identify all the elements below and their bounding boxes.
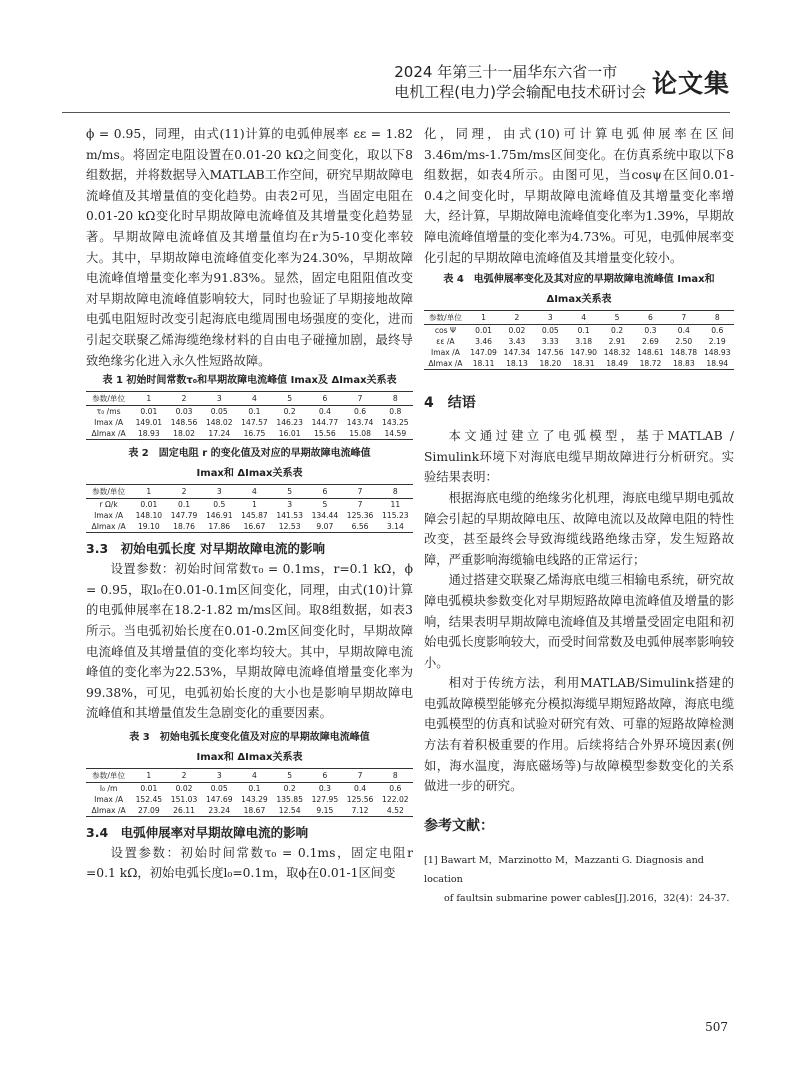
table-cell: 18.67 [237, 805, 272, 817]
table-header-row [86, 485, 413, 499]
paragraph: 根据海底电缆的绝缘劣化机理，海底电缆早期电弧故障会引起的早期故障电压、故障电流以及故障电阻的特性改变，甚至最终会导致海缆线路绝缘击穿，发生短路故障，严重影响海缆输电线路的正常运行； [424, 490, 734, 567]
table-row [86, 782, 413, 794]
table-cell: εε /A [436, 337, 455, 347]
table-cell: 2.19 [708, 337, 726, 347]
table-cell: ΔImax /A [86, 428, 131, 440]
right-column [424, 124, 734, 908]
table-cell: 0.05 [210, 783, 228, 793]
running-header [394, 62, 730, 102]
table-cell: 3.43 [508, 337, 526, 347]
table-row [86, 510, 413, 521]
table-header-cell: 3 [202, 768, 237, 782]
table-cell: 0.6 [354, 407, 367, 417]
table-cell: Imax /A [94, 511, 124, 521]
table-cell: 11 [390, 500, 401, 510]
table-header-cell: 7 [342, 485, 377, 499]
table-cell: 3 [287, 500, 293, 510]
table-cell: 3.18 [575, 337, 593, 347]
table-header-cell: 7 [667, 311, 700, 325]
table-cell: 18.20 [534, 358, 567, 370]
table-cell: 0.3 [318, 783, 331, 793]
table-cell: 127.95 [311, 794, 339, 804]
table-cell: 0.01 [140, 783, 158, 793]
table-cell: 9.15 [307, 805, 342, 817]
table-cell: 5 [322, 500, 328, 510]
table-header-cell: 2 [166, 392, 201, 406]
paragraph: 通过搭建交联聚乙烯海底电缆三相输电系统，研究故障电弧模块参数变化对早期短路故障电流峰值及增量的影响，结果表明早期故障电流峰值及其增量受固定电阻和初始电弧长度影响较大，而受时间常数及电弧伸展率影响较小。 [424, 573, 734, 670]
table-cell: 0.01 [475, 326, 493, 336]
table-header-cell: 4 [237, 768, 272, 782]
table-cell: 145.87 [241, 511, 268, 521]
table-cell: 134.44 [311, 511, 339, 521]
table-cell: 0.03 [175, 407, 193, 417]
table-cell: 18.02 [166, 428, 201, 440]
table-cell: 144.77 [311, 418, 339, 428]
table-cell: 3.33 [541, 337, 559, 347]
table-cell: 18.93 [131, 428, 166, 440]
table-2 [86, 484, 413, 533]
table-header-cell: 7 [342, 392, 377, 406]
table-cell: 148.32 [603, 348, 631, 358]
table-2-caption: 表 2 固定电阻 r 的变化值及对应的早期故障电流峰值 [128, 448, 371, 460]
paragraph: 化，同理，由式(10)可计算电弧伸展率在区间3.46m/ms-1.75m/ms区间变化。在仿真系统中取以下8组数据，如表4所示。由图可见，当cosψ在区间0.01-0.4之间变化时，早期故障电流峰值及其增量变化率增大，经计算，早期故障电流峰值变化率为1.39%，早期故障电流峰值增量的变化率为4.73%。可见，电弧伸展率变化引起的早期故障电流峰值及其增量变化较小。 [424, 127, 734, 265]
table-cell: l₀ /m [99, 783, 118, 793]
table-header-cell: 7 [342, 768, 377, 782]
header-proceedings-title: 论文集 [651, 69, 730, 98]
table-row [86, 794, 413, 805]
paragraph: 相对于传统方法，利用MATLAB/Simulink搭建的电弧故障模型能够充分模拟海缆早期短路故障，海底电缆电弧模型的仿真和试验对研究有效、可靠的短路故障检测方法有着积极重要的作用。后续将结合外界环境因素(例如，海水温度，海底磁场等)与故障模型参数变化的关系做进一步的研究。 [424, 676, 734, 794]
table-cell: 12.53 [272, 521, 307, 533]
table-cell: Imax /A [94, 794, 124, 804]
table-cell: 12.54 [272, 805, 307, 817]
table-cell: 0.4 [318, 407, 331, 417]
table-cell: r Ω/k [99, 500, 118, 510]
table-cell: 0.01 [140, 500, 158, 510]
table-cell: 18.11 [467, 358, 500, 370]
table-3 [86, 768, 413, 817]
table-cell: Imax /A [430, 348, 460, 358]
table-cell: 1 [252, 500, 257, 510]
table-1-caption: 表 1 初始时间常数τ₀和早期故障电流峰值 Imax及 ΔImax关系表 [102, 375, 397, 387]
table-header-cell: 5 [272, 392, 307, 406]
table-header-cell: 6 [307, 768, 342, 782]
table-cell: 135.85 [276, 794, 303, 804]
table-header-cell: 8 [378, 485, 413, 499]
table-row [86, 805, 413, 817]
table-cell: 147.56 [537, 348, 564, 358]
table-cell: 152.45 [135, 794, 163, 804]
table-header-row [424, 311, 734, 325]
table-header-cell: 2 [166, 485, 201, 499]
table-cell: 148.56 [170, 418, 198, 428]
table-2-caption-line-2: Imax和 ΔImax关系表 [196, 468, 303, 480]
table-cell: 0.02 [175, 783, 193, 793]
table-header-row [86, 392, 413, 406]
table-cell: 16.75 [237, 428, 272, 440]
table-cell: 23.24 [202, 805, 237, 817]
table-cell: 147.57 [241, 418, 268, 428]
table-cell: 0.1 [248, 783, 261, 793]
table-cell: 18.83 [667, 358, 700, 370]
table-header-cell: 参数/单位 [424, 311, 467, 325]
paragraph: 设置参数：初始时间常数τ₀ = 0.1ms，固定电阻r =0.1 kΩ，初始电弧长度l₀=0.1m，取ϕ在0.01-1区间变 [86, 845, 413, 881]
table-cell: 18.31 [567, 358, 600, 370]
table-cell: 2.50 [675, 337, 693, 347]
table-header-cell: 5 [272, 485, 307, 499]
table-cell: 0.4 [677, 326, 690, 336]
table-cell: 147.69 [205, 794, 233, 804]
table-cell: 148.93 [703, 348, 731, 358]
table-header-cell: 1 [131, 768, 166, 782]
table-cell: 18.72 [634, 358, 667, 370]
table-header-cell: 2 [500, 311, 533, 325]
table-cell: 147.90 [570, 348, 597, 358]
table-header-cell: 5 [600, 311, 633, 325]
table-4-caption-line-2: ΔImax关系表 [546, 294, 612, 306]
table-cell: ΔImax /A [86, 521, 131, 533]
table-cell: 151.03 [170, 794, 198, 804]
table-cell: 4.52 [378, 805, 413, 817]
table-cell: 0.1 [577, 326, 590, 336]
header-conference-name [394, 62, 646, 102]
table-cell: 0.2 [283, 407, 296, 417]
table-cell: 0.2 [283, 783, 296, 793]
table-cell: 148.78 [670, 348, 698, 358]
table-cell: 0.4 [354, 783, 367, 793]
table-cell: 146.91 [205, 511, 233, 521]
table-cell: 15.56 [307, 428, 342, 440]
table-cell: 17.86 [202, 521, 237, 533]
table-header-cell: 4 [237, 485, 272, 499]
table-cell: 0.8 [389, 407, 402, 417]
table-cell: 2.91 [608, 337, 626, 347]
table-header-cell: 1 [467, 311, 500, 325]
section-4-title: 4 结语 [424, 395, 476, 412]
table-cell: 18.94 [701, 358, 734, 370]
table-header-cell: 2 [166, 768, 201, 782]
table-cell: 147.34 [503, 348, 531, 358]
table-cell: 0.01 [140, 407, 158, 417]
table-row [86, 417, 413, 428]
table-header-cell: 5 [272, 768, 307, 782]
table-4 [424, 310, 734, 370]
table-cell: 122.02 [382, 794, 409, 804]
table-row [86, 428, 413, 440]
table-cell: 148.61 [637, 348, 664, 358]
table-cell: 18.76 [166, 521, 201, 533]
table-cell: 18.49 [600, 358, 633, 370]
left-column [86, 124, 413, 884]
table-cell: 2.69 [641, 337, 659, 347]
table-header-cell: 参数/单位 [86, 485, 131, 499]
table-cell: 0.1 [178, 500, 191, 510]
references-title: 参考文献： [424, 817, 494, 834]
table-cell: 3.46 [475, 337, 493, 347]
table-header-cell: 6 [307, 392, 342, 406]
table-header-cell: 8 [378, 392, 413, 406]
table-header-cell: 参数/单位 [86, 392, 131, 406]
section-3-3-title: 3.3 初始电弧长度 对早期故障电流的影响 [86, 541, 325, 557]
table-cell: 0.02 [508, 326, 526, 336]
table-cell: 16.01 [272, 428, 307, 440]
header-line-1: 2024 年第三十一届华东六省一市 [394, 63, 618, 81]
table-header-cell: 4 [567, 311, 600, 325]
table-row [86, 499, 413, 511]
section-3-4-title: 3.4 电弧伸展率对早期故障电流的影响 [86, 824, 309, 840]
table-header-cell: 参数/单位 [86, 768, 131, 782]
table-header-cell: 8 [378, 768, 413, 782]
table-cell: 125.56 [346, 794, 374, 804]
table-cell: 9.07 [307, 521, 342, 533]
table-cell: 3.14 [378, 521, 413, 533]
table-header-cell: 1 [131, 392, 166, 406]
table-cell: 6.56 [342, 521, 377, 533]
table-cell: 148.10 [135, 511, 163, 521]
table-cell: 0.6 [389, 783, 402, 793]
table-header-cell: 6 [307, 485, 342, 499]
reference-1-line-2: of faultsin submarine power cables[J].2016，32(4)：24-37. [444, 892, 730, 904]
table-cell: 143.29 [241, 794, 268, 804]
table-cell: 17.24 [202, 428, 237, 440]
table-header-cell: 1 [131, 485, 166, 499]
table-3-caption: 表 3 初始电弧长度变化值及对应的早期故障电流峰值 [129, 731, 370, 743]
table-header-cell: 4 [237, 392, 272, 406]
table-cell: 19.10 [131, 521, 166, 533]
table-cell: 15.08 [342, 428, 377, 440]
table-header-cell: 3 [202, 485, 237, 499]
table-cell: 0.05 [210, 407, 228, 417]
table-row [424, 336, 734, 347]
table-cell: 26.11 [166, 805, 201, 817]
table-header-cell: 3 [534, 311, 567, 325]
reference-1-line-1: [1] Bawart M，Marzinotto M，Mazzanti G. Diagnosis and location [424, 854, 704, 885]
table-cell: ΔImax /A [424, 358, 467, 370]
table-cell: 0.5 [213, 500, 226, 510]
table-cell: 148.02 [205, 418, 233, 428]
table-row [86, 406, 413, 418]
table-1 [86, 391, 413, 440]
table-row [424, 358, 734, 370]
paragraph: 设置参数：初始时间常数τ₀ = 0.1ms，r=0.1 kΩ，ϕ = 0.95，取l₀在0.01-0.1m区间变化，同理，由式(10)计算的电弧伸展率在18.2-1.82 m/ms区间。取8组数据，如表3所示。当电弧初始长度在0.01-0.2m区间变化时，早期故障电流峰值及其增量值的变化率均较大。其中，早期故障电流峰值的变化率为22.53%，早期故障电流峰值增量变化率为99.38%，可见，电弧初始长度的大小也是影响早期故障电流峰值和其增量值发生急剧变化的重要因素。 [86, 562, 413, 721]
table-header-cell: 6 [634, 311, 667, 325]
table-cell: 27.09 [131, 805, 166, 817]
table-cell: 115.23 [382, 511, 409, 521]
table-cell: 125.36 [346, 511, 374, 521]
paragraph: 本文通过建立了电弧模型，基于MATLAB / Simulink环境下对海底电缆早期故障进行分析研究。实验结果表明： [424, 429, 734, 485]
table-cell: 0.6 [711, 326, 724, 336]
table-cell: 16.67 [237, 521, 272, 533]
table-cell: 149.01 [135, 418, 163, 428]
table-header-cell: 8 [701, 311, 734, 325]
table-cell: 0.05 [541, 326, 559, 336]
table-cell: 143.25 [382, 418, 409, 428]
table-cell: 14.59 [378, 428, 413, 440]
table-cell: 147.79 [170, 511, 198, 521]
table-header-cell: 3 [202, 392, 237, 406]
paragraph: ϕ = 0.95，同理，由式(11)计算的电弧伸展率 εε = 1.82 m/ms。将固定电阻设置在0.01-20 kΩ之间变化，取以下8组数据，并将数据导入MATLAB工作空间，研究早期故障电流峰值及其增量值的变化趋势。由表2可见，当固定电阻在0.01-20 kΩ变化时早期故障电流峰值及其增量变化趋势显著。早期故障电流峰值及其增量值均在r为5-10变化率较大。其中，早期故障电流峰值变化率为24.30%，早期故障电流峰值增量变化率为91.83%。显然，固定电阻阻值改变对早期故障电流峰值影响较大，同时也验证了早期接地故障电弧电阻短时改变引起海底电缆周围电场强度的变化，进而引起交联聚乙烯海缆绝缘材料的自由电子碰撞加剧，最终导致绝缘劣化进入永久性短路故障。 [86, 127, 413, 368]
table-cell: 18.13 [500, 358, 533, 370]
table-cell: τ₀ /ms [96, 407, 121, 417]
table-cell: 143.74 [346, 418, 374, 428]
table-row [424, 325, 734, 337]
table-cell: 147.09 [470, 348, 497, 358]
header-line-2: 电机工程(电力)学会输配电技术研讨会 [394, 83, 646, 101]
table-3-caption-line-2: Imax和 ΔImax关系表 [196, 751, 303, 763]
table-cell: ΔImax /A [86, 805, 131, 817]
table-cell: 0.2 [611, 326, 624, 336]
table-cell: 146.23 [276, 418, 303, 428]
table-cell: 7 [357, 500, 363, 510]
table-cell: 141.53 [276, 511, 303, 521]
table-cell: Imax /A [94, 418, 124, 428]
table-cell: 0.1 [248, 407, 261, 417]
table-cell: 0.3 [644, 326, 657, 336]
table-cell: cos Ψ [434, 326, 457, 336]
table-header-row [86, 768, 413, 782]
table-row [86, 521, 413, 533]
table-row [424, 347, 734, 358]
page-number: 507 [705, 1020, 728, 1034]
header-rule [62, 112, 730, 113]
table-4-caption: 表 4 电弧伸展率变化及其对应的早期故障电流峰值 Imax和 [443, 274, 715, 286]
table-cell: 7.12 [342, 805, 377, 817]
